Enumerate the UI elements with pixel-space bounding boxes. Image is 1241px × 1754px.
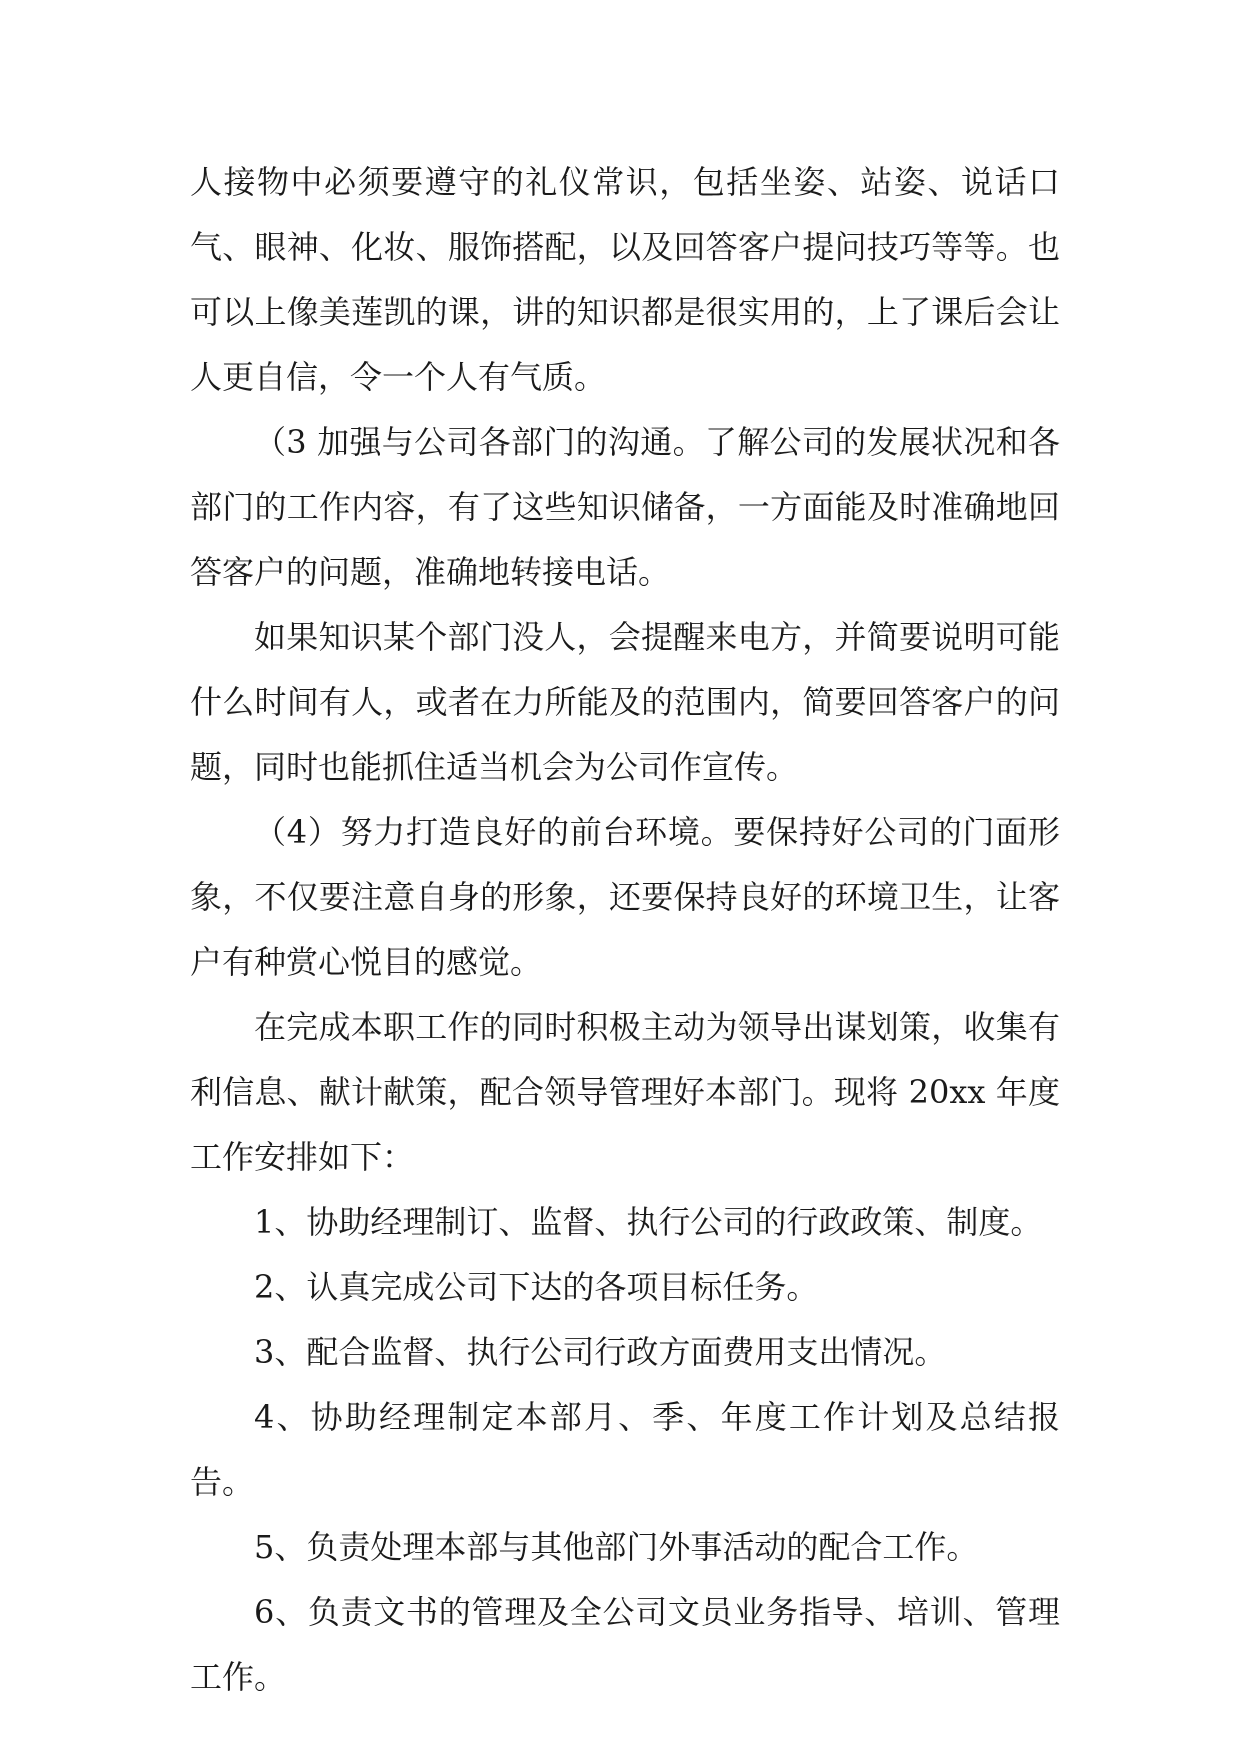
paragraph-item-3-communication: （3 加强与公司各部门的沟通。了解公司的发展状况和各部门的工作内容，有了这些知识储备，一方面能及时准确地回答客户的问题，准确地转接电话。 xyxy=(190,423,1060,591)
list-item-4: 4、协助经理制定本部月、季、年度工作计划及总结报告。 xyxy=(190,1398,1060,1501)
list-item-6: 6、负责文书的管理及全公司文员业务指导、培训、管理工作。 xyxy=(190,1593,1060,1696)
list-item-5: 5、负责处理本部与其他部门外事活动的配合工作。 xyxy=(254,1528,979,1566)
list-item-1: 1、协助经理制订、监督、执行公司的行政政策、制度。 xyxy=(254,1203,1043,1241)
paragraph-work-arrangement-intro: 在完成本职工作的同时积极主动为领导出谋划策，收集有利信息、献计献策，配合领导管理好本部门。现将 20xx 年度工作安排如下： xyxy=(190,1008,1060,1176)
paragraph-etiquette-continued: 人接物中必须要遵守的礼仪常识，包括坐姿、站姿、说话口气、眼神、化妆、服饰搭配，以及回答客户提问技巧等等。也可以上像美莲凯的课，讲的知识都是很实用的，上了课后会让人更自信，令一个人有气质。 xyxy=(190,163,1060,396)
paragraph-item-4-environment: （4）努力打造良好的前台环境。要保持好公司的门面形象，不仅要注意自身的形象，还要保持良好的环境卫生，让客户有种赏心悦目的感觉。 xyxy=(190,813,1060,981)
paragraph-absent-department: 如果知识某个部门没人，会提醒来电方，并简要说明可能什么时间有人，或者在力所能及的范围内，简要回答客户的问题，同时也能抓住适当机会为公司作宣传。 xyxy=(190,618,1060,786)
document-body xyxy=(190,150,1060,1710)
list-item-2: 2、认真完成公司下达的各项目标任务。 xyxy=(254,1268,819,1306)
list-item-3: 3、配合监督、执行公司行政方面费用支出情况。 xyxy=(254,1333,947,1371)
